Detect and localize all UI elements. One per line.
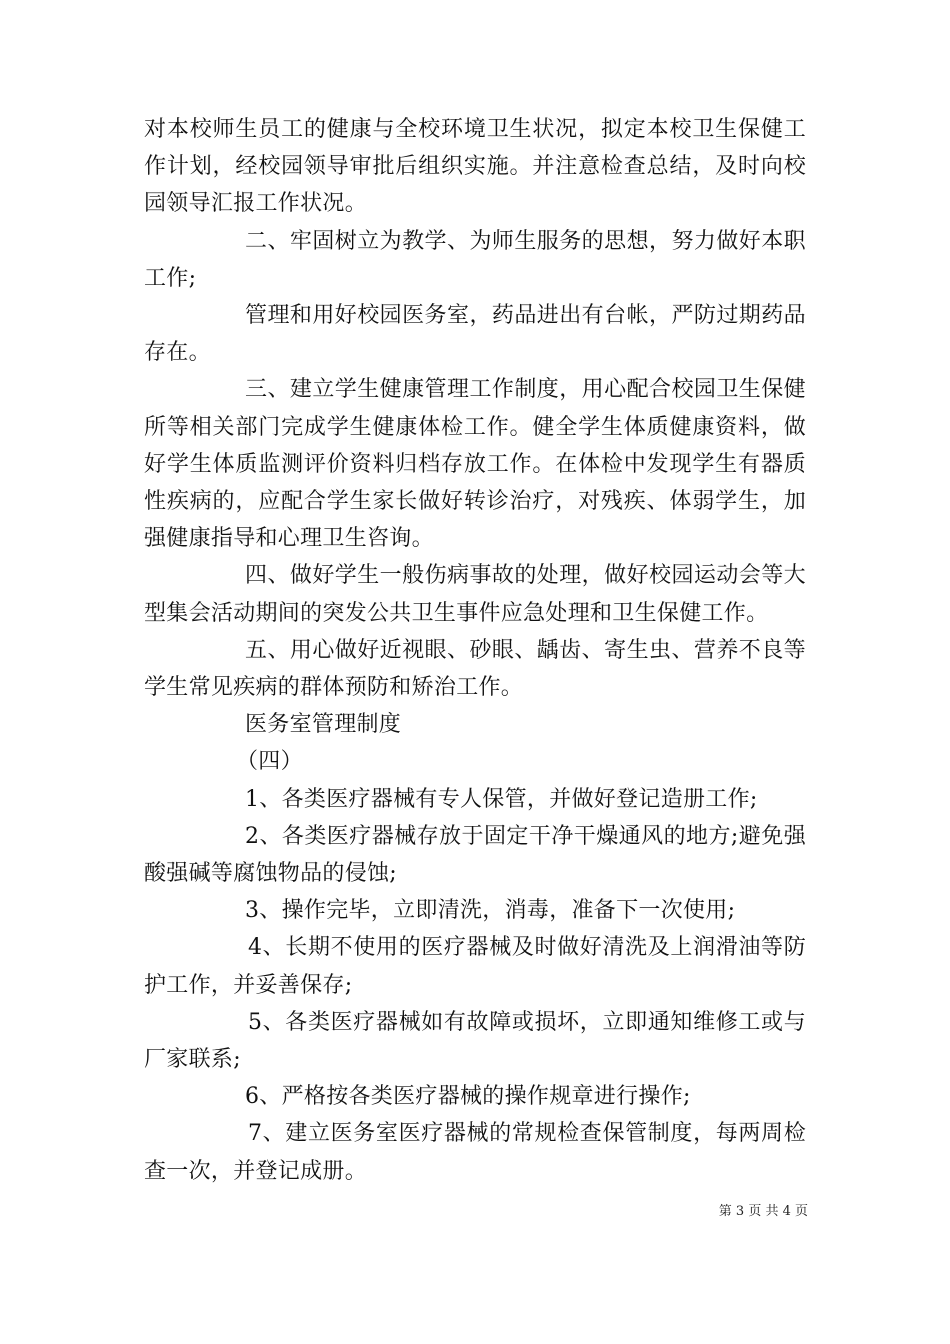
rule-2: 2、各类医疗器械存放于固定干净干燥通风的地方;避免强酸强碱等腐蚀物品的侵蚀; bbox=[144, 823, 806, 887]
paragraph-medicine: 管理和用好校园医务室，药品进出有台帐，严防过期药品存在。 bbox=[144, 303, 806, 366]
section-number: （四） bbox=[236, 749, 303, 775]
rule-4: 4、长期不使用的医疗器械及时做好清洗及上润滑油等防护工作，并妥善保存; bbox=[144, 935, 806, 998]
rule-6: 6、严格按各类医疗器械的操作规章进行操作; bbox=[245, 1084, 691, 1110]
rule-7: 7、建立医务室医疗器械的常规检查保管制度，每两周检查一次，并登记成册。 bbox=[144, 1121, 806, 1184]
rule-3: 3、操作完毕，立即清洗，消毒，准备下一次使用; bbox=[245, 898, 736, 924]
paragraph-item-4: 四、做好学生一般伤病事故的处理，做好校园运动会等大型集会活动期间的突发公共卫生事件应急处理和卫生保健工作。 bbox=[144, 563, 806, 626]
paragraph-item-2: 二、牢固树立为教学、为师生服务的思想，努力做好本职工作; bbox=[144, 228, 806, 291]
paragraph-intro: 对本校师生员工的健康与全校环境卫生状况，拟定本校卫生保健工作计划，经校园领导审批后组织实施。并注意检查总结，及时向校园领导汇报工作状况。 bbox=[144, 117, 806, 217]
rule-1: 1、各类医疗器械有专人保管，并做好登记造册工作; bbox=[245, 786, 758, 812]
paragraph-item-3: 三、建立学生健康管理工作制度，用心配合校园卫生保健所等相关部门完成学生健康体检工作。健全学生体质健康资料，做好学生体质监测评价资料归档存放工作。在体检中发现学生有器质性疾病的，应配合学生家长做好转诊治疗，对残疾、体弱学生，加强健康指导和心理卫生咨询。 bbox=[144, 377, 806, 552]
paragraph-item-5: 五、用心做好近视眼、砂眼、龋齿、寄生虫、营养不良等学生常见疾病的群体预防和矫治工作。 bbox=[144, 637, 806, 701]
section-title: 医务室管理制度 bbox=[245, 712, 402, 738]
page-number: 第 3 页 共 4 页 bbox=[718, 1204, 808, 1219]
document-body bbox=[144, 111, 806, 1190]
rule-5: 5、各类医疗器械如有故障或损坏，立即通知维修工或与厂家联系; bbox=[144, 1009, 806, 1073]
